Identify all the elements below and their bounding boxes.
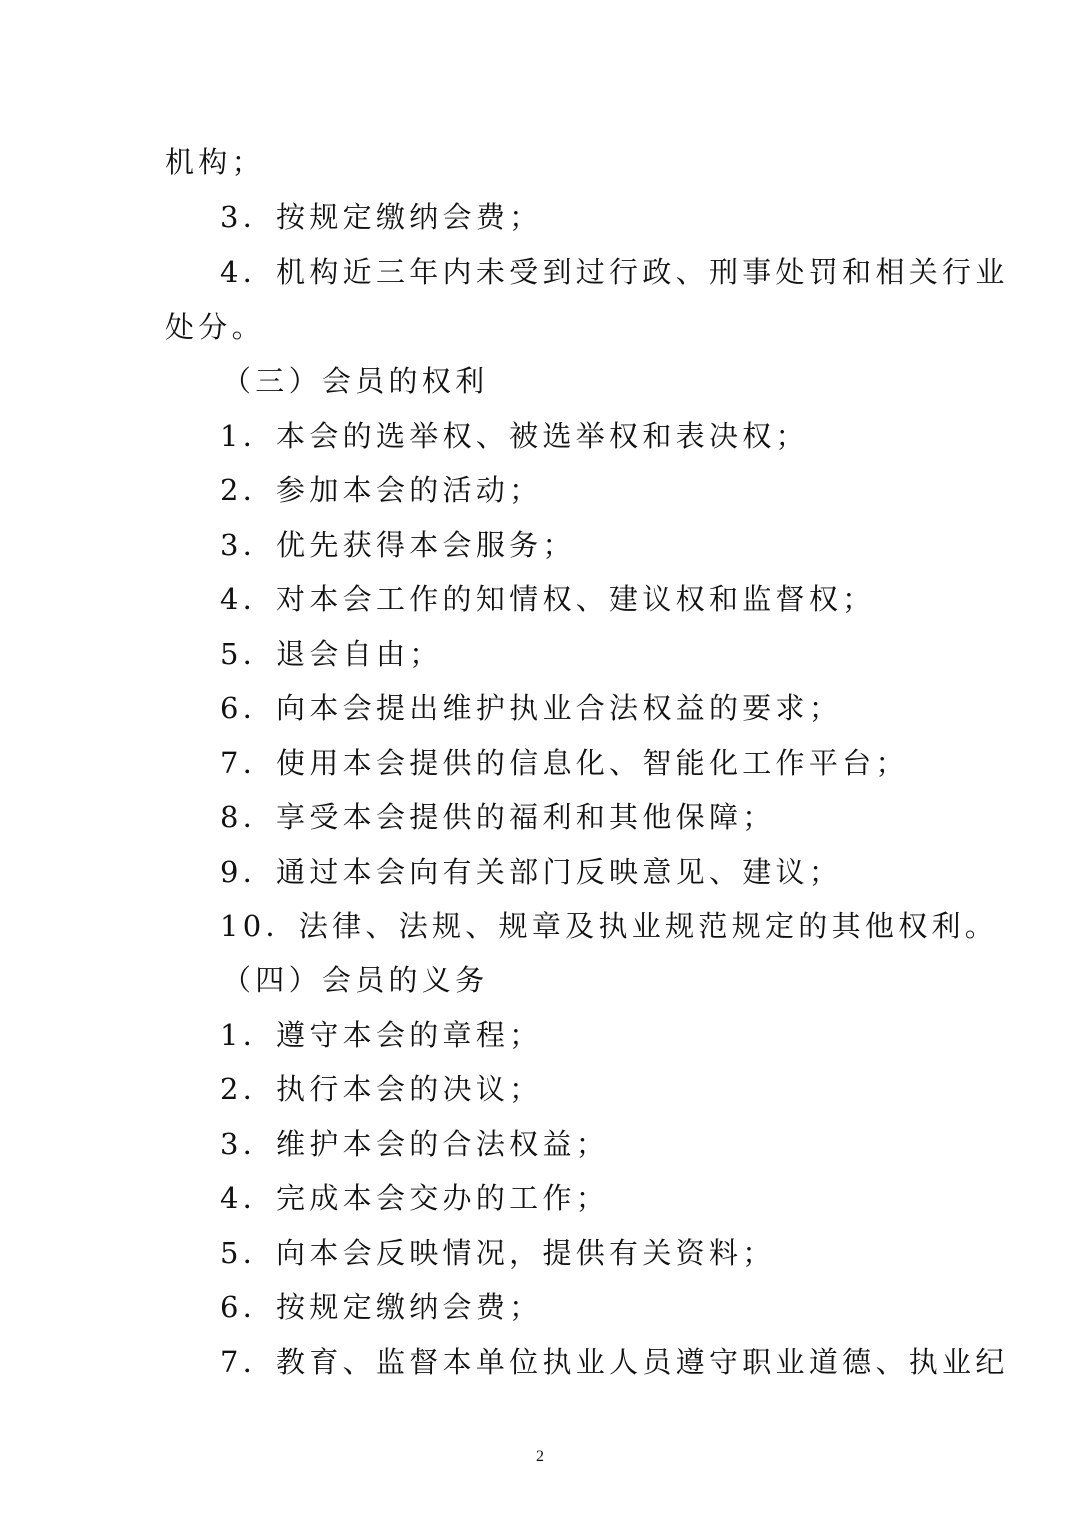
list-item: 10．法律、法规、规章及执业规范规定的其他权利。	[220, 909, 999, 943]
list-item: 1．遵守本会的章程；	[220, 1018, 543, 1052]
list-item: 2．参加本会的活动；	[220, 473, 543, 507]
section-heading: （四）会员的义务	[222, 963, 489, 997]
text-line: 处分。	[165, 310, 265, 344]
list-item: 3．按规定缴纳会费；	[220, 200, 543, 234]
list-item: 2．执行本会的决议；	[220, 1072, 543, 1106]
section-heading: （三）会员的权利	[222, 364, 489, 398]
list-item: 5．向本会反映情况，提供有关资料；	[220, 1236, 776, 1270]
list-item: 4．机构近三年内未受到过行政、刑事处罚和相关行业	[220, 255, 1009, 289]
list-item: 7．使用本会提供的信息化、智能化工作平台；	[220, 746, 909, 780]
list-item: 6．按规定缴纳会费；	[220, 1290, 543, 1324]
list-item: 4．对本会工作的知情权、建议权和监督权；	[220, 582, 876, 616]
list-item: 7．教育、监督本单位执业人员遵守职业道德、执业纪	[220, 1345, 1009, 1379]
list-item: 3．维护本会的合法权益；	[220, 1127, 610, 1161]
list-item: 8．享受本会提供的福利和其他保障；	[220, 800, 776, 834]
list-item: 3．优先获得本会服务；	[220, 528, 576, 562]
list-item: 1．本会的选举权、被选举权和表决权；	[220, 419, 809, 453]
list-item: 4．完成本会交办的工作；	[220, 1181, 610, 1215]
page-number: 2	[536, 1448, 544, 1465]
list-item: 5．退会自由；	[220, 637, 443, 671]
list-item: 6．向本会提出维护执业合法权益的要求；	[220, 691, 843, 725]
text-line: 机构；	[165, 145, 265, 179]
list-item: 9．通过本会向有关部门反映意见、建议；	[220, 855, 843, 889]
